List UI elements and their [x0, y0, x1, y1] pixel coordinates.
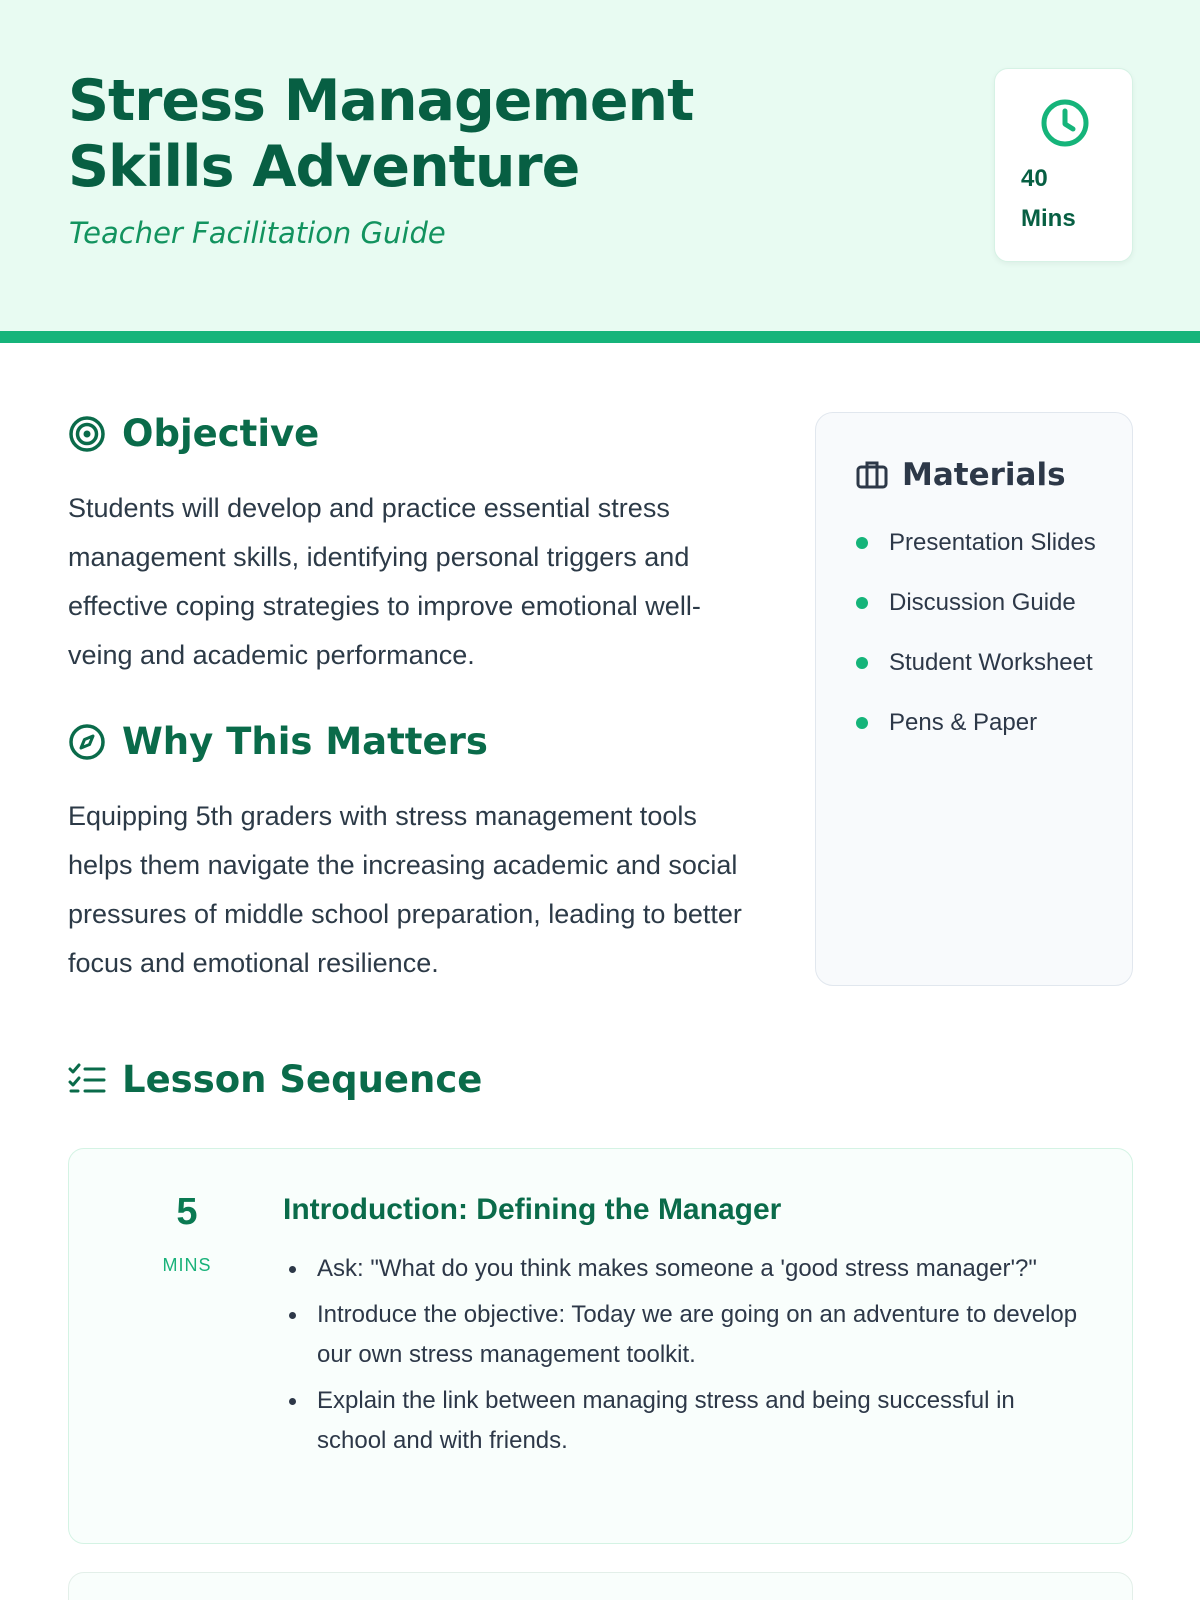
briefcase-icon	[856, 460, 888, 490]
materials-panel	[815, 412, 1133, 986]
duration-card	[994, 68, 1133, 262]
why-heading-label: Why This Matters	[122, 720, 488, 763]
materials-heading	[856, 457, 1066, 493]
target-icon	[68, 415, 106, 453]
list-item: Presentation Slides	[856, 523, 1106, 563]
clock-icon	[1039, 97, 1091, 149]
compass-icon	[68, 723, 106, 761]
list-item: Pens & Paper	[856, 703, 1106, 743]
objective-heading-label: Objective	[122, 412, 320, 455]
duration-value: 40	[1021, 165, 1048, 192]
checklist-icon	[68, 1063, 106, 1097]
materials-heading-label: Materials	[902, 457, 1066, 493]
duration-readout	[1021, 159, 1121, 239]
lesson-step-card-next	[68, 1572, 1133, 1600]
list-item: Ask: "What do you think makes someone a 'good stress manager'?"	[283, 1249, 1083, 1289]
list-item: Introduce the objective: Today we are going on an adventure to develop our own stress management toolkit.	[283, 1295, 1083, 1375]
sequence-heading-label: Lesson Sequence	[122, 1058, 483, 1101]
step-minutes-label: MINS	[162, 1255, 212, 1275]
step-bullets	[283, 1249, 1083, 1467]
materials-list	[856, 523, 1106, 763]
page-title: Stress Management Skills Adventure	[68, 68, 694, 200]
duration-unit: Mins	[1021, 205, 1076, 232]
objective-heading	[68, 412, 319, 455]
sequence-heading	[68, 1058, 482, 1101]
lesson-step-card	[68, 1148, 1133, 1544]
why-text: Equipping 5th graders with stress management tools helps them navigate the increasing academic and social pressures of middle school preparation, leading to better focus and emotional resilience.	[68, 801, 742, 978]
header-banner	[0, 0, 1200, 331]
objective-text: Students will develop and practice essential stress management skills, identifying personal triggers and effective coping strategies to improve emotional well-veing and academic performance.	[68, 493, 701, 670]
why-heading	[68, 720, 488, 763]
step-title: Introduction: Defining the Manager	[283, 1193, 782, 1226]
list-item: Discussion Guide	[856, 583, 1106, 623]
header-divider	[0, 331, 1200, 343]
page-subtitle: Teacher Facilitation Guide	[69, 216, 446, 250]
step-minutes: 5	[176, 1191, 198, 1233]
list-item: Explain the link between managing stress and being successful in school and with friends.	[283, 1381, 1083, 1461]
list-item: Student Worksheet	[856, 643, 1106, 683]
